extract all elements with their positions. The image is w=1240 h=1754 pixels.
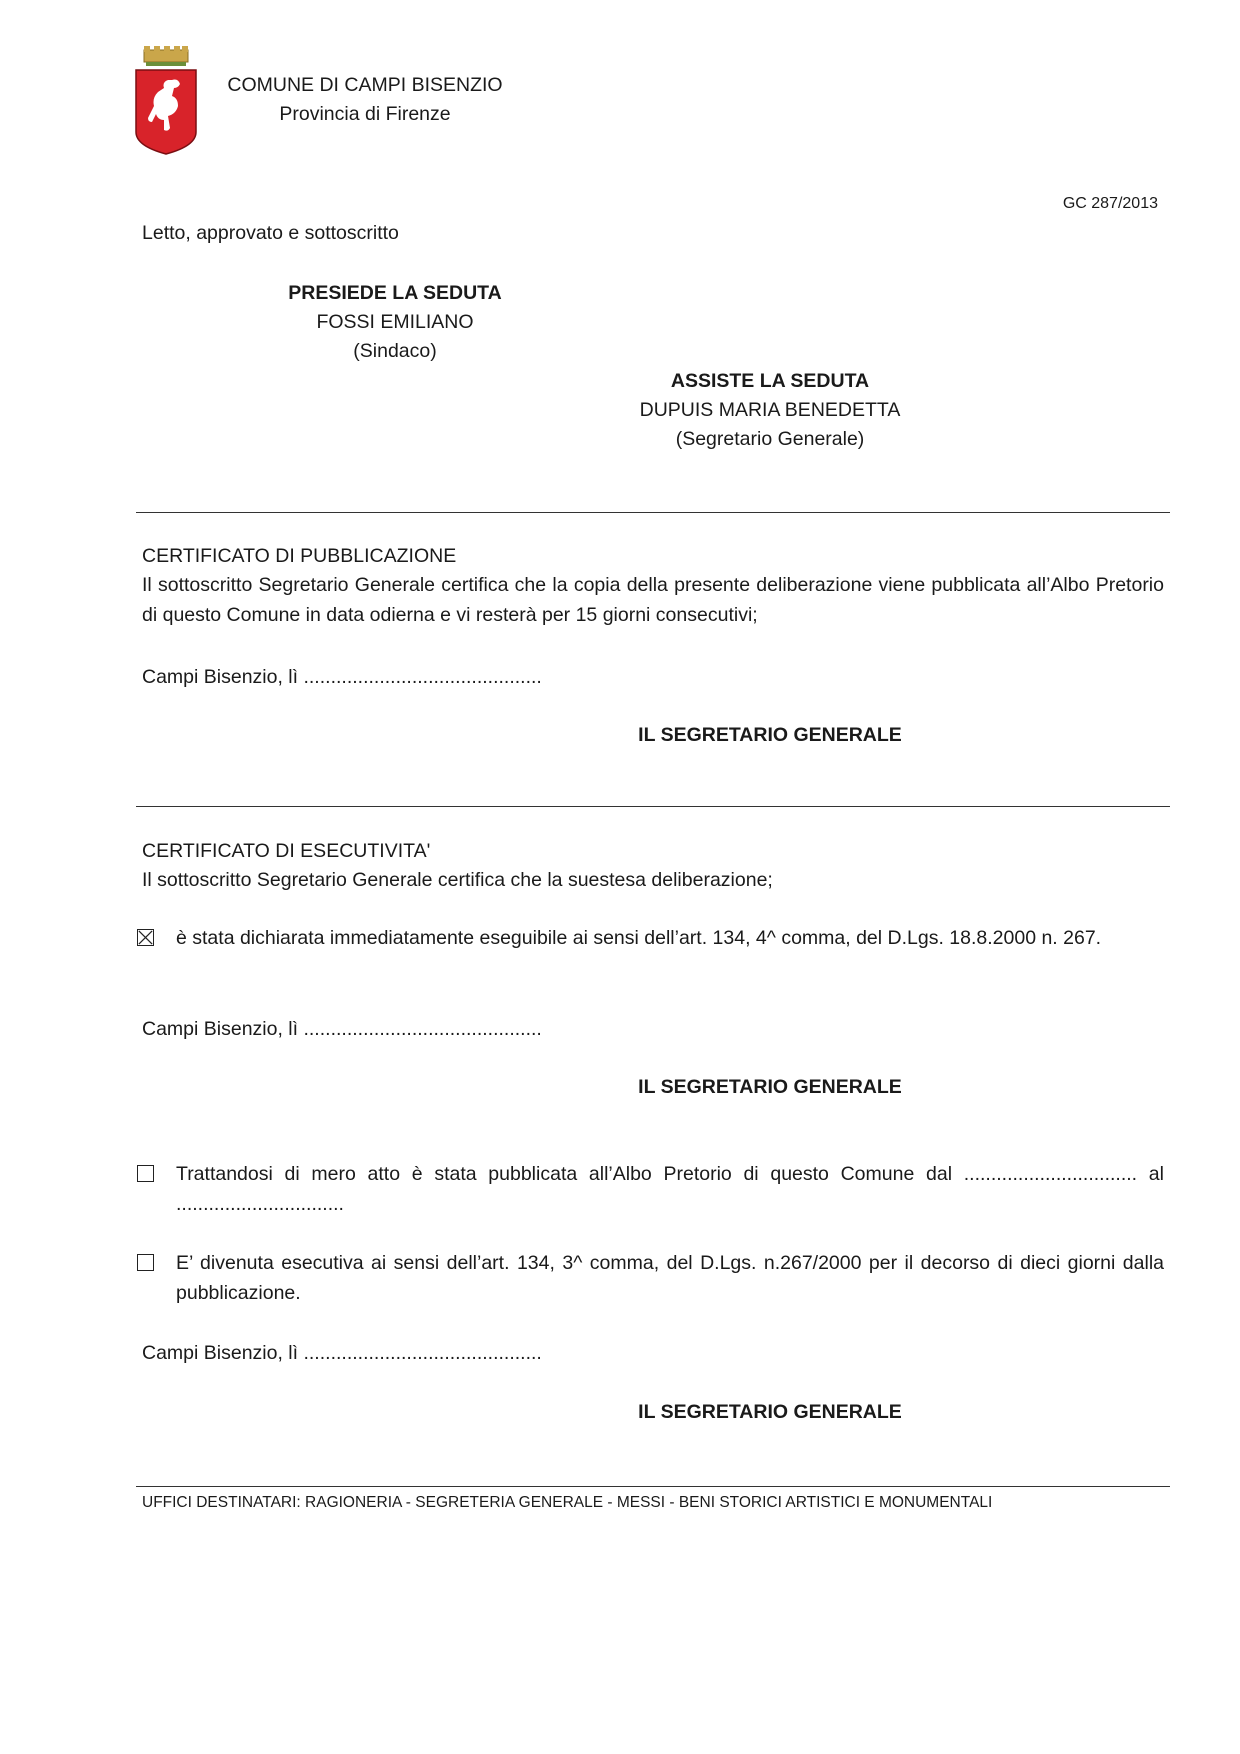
divider-3 <box>136 1486 1170 1487</box>
pubblicazione-signature: IL SEGRETARIO GENERALE <box>638 724 902 746</box>
option1-checkbox[interactable] <box>137 929 154 946</box>
pubblicazione-heading: CERTIFICATO DI PUBBLICAZIONE <box>142 545 457 567</box>
esecutivita-place-date-2: Campi Bisenzio, lì ............................................ <box>142 1342 542 1364</box>
esecutivita-intro: Il sottoscritto Segretario Generale certifica che la suestesa deliberazione; <box>142 869 773 891</box>
presiede-title: PRESIEDE LA SEDUTA <box>288 282 502 304</box>
coat-of-arms-icon <box>134 46 198 156</box>
option2-checkbox[interactable] <box>137 1165 154 1182</box>
esecutivita-signature-2: IL SEGRETARIO GENERALE <box>638 1401 902 1423</box>
checked-x-icon <box>138 930 153 945</box>
pubblicazione-place-date: Campi Bisenzio, lì ............................................ <box>142 666 542 688</box>
assiste-role: (Segretario Generale) <box>675 428 865 450</box>
comune-name: COMUNE DI CAMPI BISENZIO <box>227 74 503 96</box>
pubblicazione-body: Il sottoscritto Segretario Generale certifica che la copia della presente deliberazione viene pubblicata all’Albo Pretorio di questo Comune in data odierna e vi resterà per 15 giorni consecutivi; <box>142 574 1164 626</box>
esecutivita-signature-1: IL SEGRETARIO GENERALE <box>638 1076 902 1098</box>
option2-text: Trattandosi di mero atto è stata pubblicata all’Albo Pretorio di questo Comune dal ................................ al ............................... <box>176 1163 1164 1215</box>
esecutivita-heading: CERTIFICATO DI ESECUTIVITA' <box>142 840 431 862</box>
presiede-role: (Sindaco) <box>353 340 437 362</box>
reference-number: GC 287/2013 <box>1062 195 1158 212</box>
divider-2 <box>136 806 1170 807</box>
option1-text: è stata dichiarata immediatamente eseguibile ai sensi dell’art. 134, 4^ comma, del D.Lgs. 18.8.2000 n. 267. <box>176 927 1102 949</box>
option3-text: E’ divenuta esecutiva ai sensi dell’art. 134, 3^ comma, del D.Lgs. n.267/2000 per il decorso di dieci giorni dalla pubblicazione. <box>176 1252 1164 1304</box>
assiste-name: DUPUIS MARIA BENEDETTA <box>639 399 901 421</box>
assiste-title: ASSISTE LA SEDUTA <box>670 370 870 392</box>
option3-checkbox[interactable] <box>137 1254 154 1271</box>
divider-1 <box>136 512 1170 513</box>
uffici-destinatari: UFFICI DESTINATARI: RAGIONERIA - SEGRETERIA GENERALE - MESSI - BENI STORICI ARTISTICI E MONUMENTALI <box>142 1494 993 1511</box>
provincia-name: Provincia di Firenze <box>279 103 451 125</box>
esecutivita-place-date-1: Campi Bisenzio, lì ............................................ <box>142 1018 542 1040</box>
presiede-name: FOSSI EMILIANO <box>316 311 474 333</box>
intro-line: Letto, approvato e sottoscritto <box>142 222 399 244</box>
